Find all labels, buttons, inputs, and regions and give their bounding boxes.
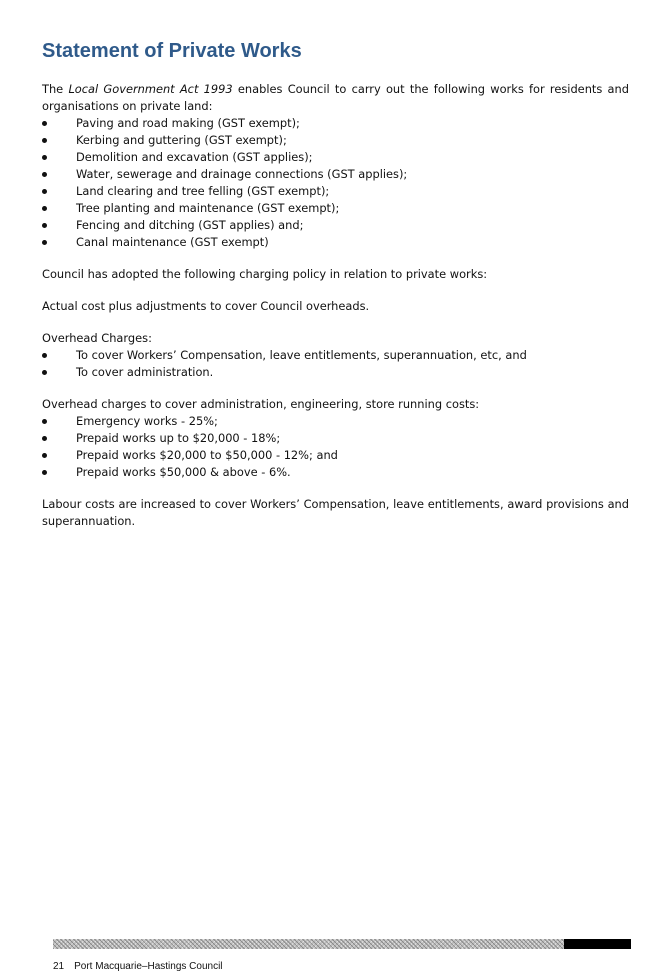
list-item xyxy=(42,464,629,481)
intro-suffix: enables Council to carry out the following works for residents and organisations on private land: xyxy=(42,82,629,113)
list-item-text: Fencing and ditching (GST applies) and; xyxy=(76,218,304,232)
footer-decorative-bar xyxy=(53,939,631,949)
bullet-icon xyxy=(42,121,47,126)
bullet-icon xyxy=(42,138,47,143)
labour-costs-text: Labour costs are increased to cover Workers’ Compensation, leave entitlements, award provisions and superannuation. xyxy=(42,497,629,528)
spacer xyxy=(42,315,629,330)
list-item xyxy=(42,149,629,166)
list-item xyxy=(42,115,629,132)
list-item xyxy=(42,217,629,234)
actual-cost-text: Actual cost plus adjustments to cover Council overheads. xyxy=(42,299,370,313)
bullet-icon xyxy=(42,453,47,458)
spacer xyxy=(42,481,629,496)
list-item xyxy=(42,132,629,149)
footer-solid-block xyxy=(564,939,631,949)
bullet-icon xyxy=(42,155,47,160)
page-number: 21 xyxy=(53,961,65,972)
list-item-text: Kerbing and guttering (GST exempt); xyxy=(76,133,287,147)
footer-pattern xyxy=(53,939,564,949)
list-item-text: Land clearing and tree felling (GST exempt); xyxy=(76,184,330,198)
list-item-text: Water, sewerage and drainage connections (GST applies); xyxy=(76,167,408,181)
bullet-icon xyxy=(42,353,47,358)
list-item xyxy=(42,166,629,183)
list-item-text: Demolition and excavation (GST applies); xyxy=(76,150,313,164)
bullet-icon xyxy=(42,419,47,424)
bullet-icon xyxy=(42,470,47,475)
policy-intro: Council has adopted the following charging policy in relation to private works: xyxy=(42,267,488,281)
list-item-text: Canal maintenance (GST exempt) xyxy=(76,235,269,249)
list-item-text: Prepaid works up to $20,000 - 18%; xyxy=(76,431,281,445)
list-item xyxy=(42,364,629,381)
list-item xyxy=(42,447,629,464)
list-item-text: To cover Workers’ Compensation, leave entitlements, superannuation, etc, and xyxy=(76,348,527,362)
bullet-icon xyxy=(42,240,47,245)
intro-paragraph xyxy=(42,81,629,115)
bullet-icon xyxy=(42,436,47,441)
document-body xyxy=(42,81,629,530)
spacer xyxy=(42,283,629,298)
list-item xyxy=(42,413,629,430)
bullet-icon xyxy=(42,189,47,194)
bullet-icon xyxy=(42,370,47,375)
bullet-icon xyxy=(42,172,47,177)
spacer xyxy=(42,251,629,266)
list-item xyxy=(42,183,629,200)
act-name: Local Government Act 1993 xyxy=(68,82,233,96)
bullet-icon xyxy=(42,223,47,228)
overhead-list xyxy=(42,347,629,381)
list-item xyxy=(42,430,629,447)
overhead-rates-list xyxy=(42,413,629,481)
footer-organisation: Port Macquarie–Hastings Council xyxy=(74,961,223,972)
page-title: Statement of Private Works xyxy=(42,40,302,62)
works-list xyxy=(42,115,629,251)
list-item-text: Tree planting and maintenance (GST exempt); xyxy=(76,201,340,215)
list-item-text: To cover administration. xyxy=(76,365,214,379)
page-footer xyxy=(53,961,223,973)
list-item-text: Prepaid works $20,000 to $50,000 - 12%; and xyxy=(76,448,338,462)
list-item-text: Prepaid works $50,000 & above - 6%. xyxy=(76,465,291,479)
list-item-text: Emergency works - 25%; xyxy=(76,414,218,428)
bullet-icon xyxy=(42,206,47,211)
spacer xyxy=(42,381,629,396)
list-item xyxy=(42,200,629,217)
list-item xyxy=(42,347,629,364)
intro-prefix: The xyxy=(42,82,69,96)
overhead-heading: Overhead Charges: xyxy=(42,331,152,345)
list-item-text: Paving and road making (GST exempt); xyxy=(76,116,300,130)
overhead-rates-intro: Overhead charges to cover administration, engineering, store running costs: xyxy=(42,397,480,411)
list-item xyxy=(42,234,629,251)
